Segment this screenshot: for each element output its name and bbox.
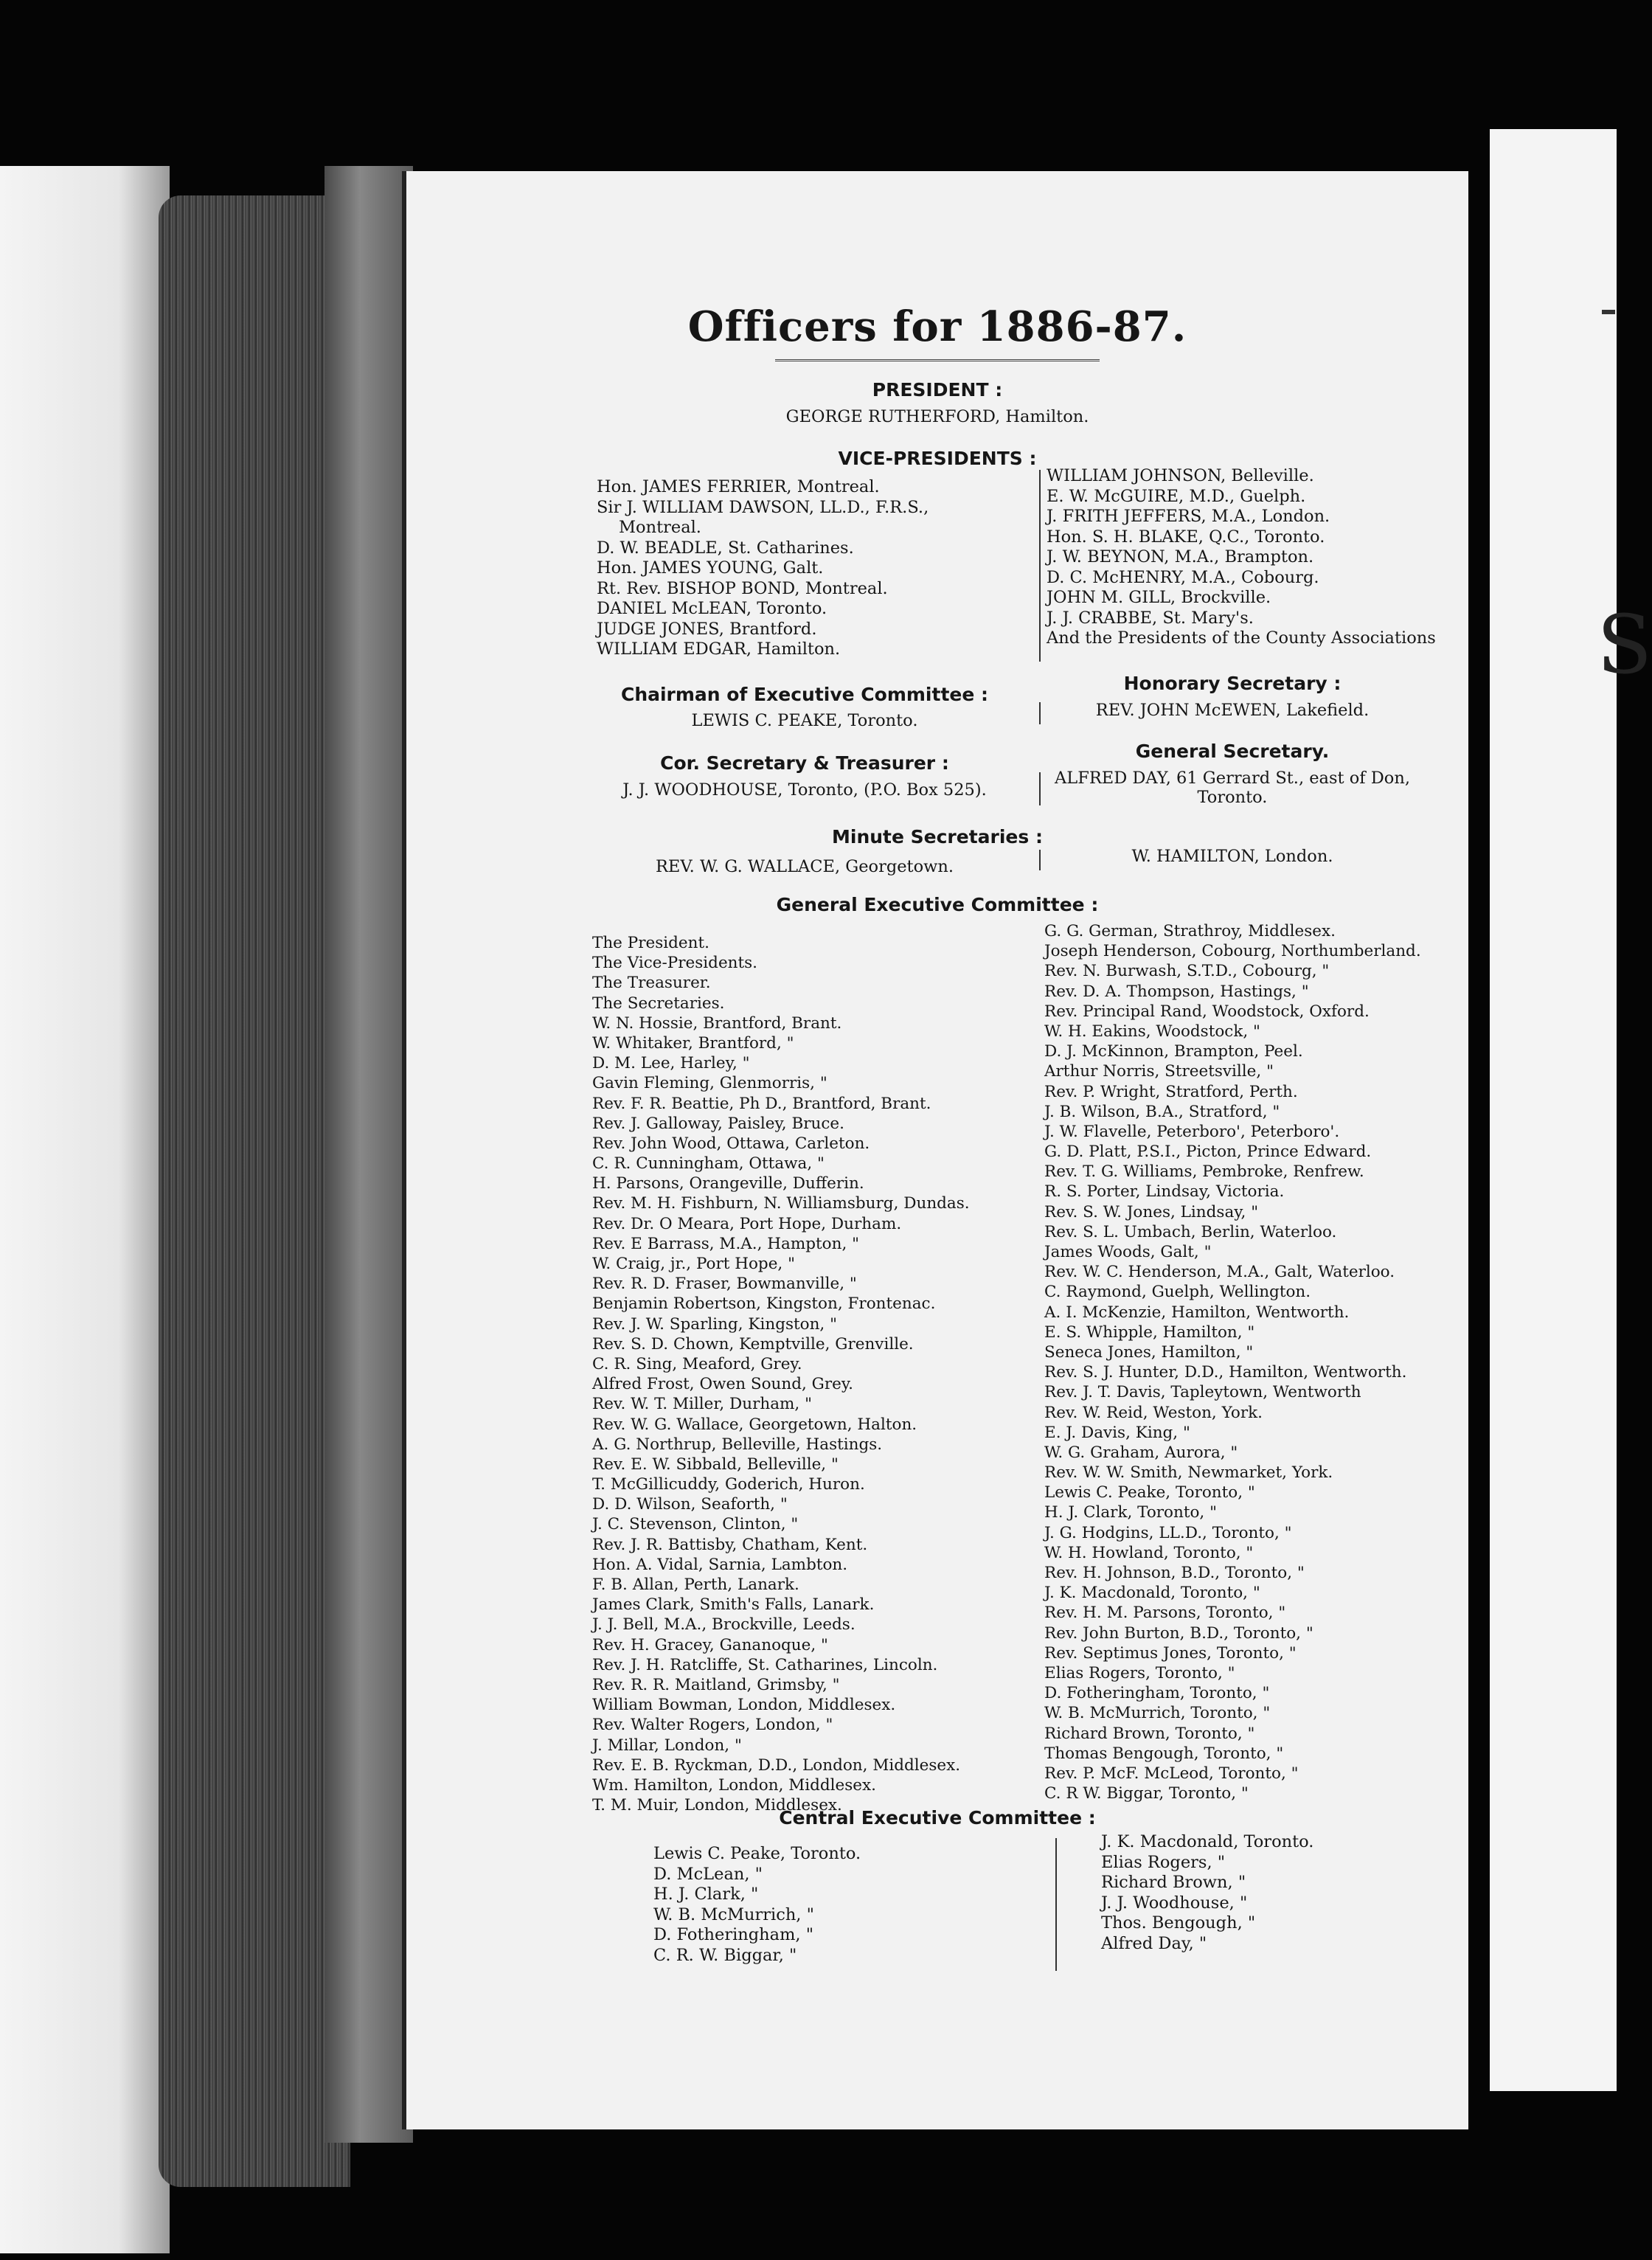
- committee-member-entry: C. Raymond, Guelph, Wellington.: [1044, 1283, 1311, 1302]
- committee-member-entry: Alfred Day, ": [1101, 1933, 1207, 1953]
- vice-presidents-left-column: [597, 477, 929, 660]
- committee-member-entry: A. I. McKenzie, Hamilton, Wentworth.: [1044, 1303, 1350, 1322]
- committee-member-entry: The President.: [592, 934, 709, 952]
- committee-member-entry: F. B. Allan, Perth, Lanark.: [592, 1576, 799, 1594]
- committee-member-entry: Rev. N. Burwash, S.T.D., Cobourg, ": [1044, 962, 1330, 981]
- committee-member-entry: W. G. Graham, Aurora, ": [1044, 1443, 1238, 1462]
- committee-member-entry: Rev. John Burton, B.D., Toronto, ": [1044, 1623, 1313, 1643]
- general-executive-heading: General Executive Committee :: [776, 894, 1099, 915]
- committee-member-entry: C. R. Cunningham, Ottawa, ": [592, 1154, 825, 1174]
- vice-president-entry: J. W. BEYNON, M.A., Brampton.: [1047, 547, 1314, 566]
- committee-member-entry: Rev. S. J. Hunter, D.D., Hamilton, Wentworth.: [1044, 1363, 1407, 1382]
- committee-member-entry: Richard Brown, Toronto, ": [1044, 1724, 1255, 1743]
- president-heading: PRESIDENT :: [872, 379, 1003, 401]
- committee-member-entry: C. R. Sing, Meaford, Grey.: [592, 1354, 802, 1373]
- committee-member-entry: Arthur Norris, Streetsville, ": [1044, 1062, 1274, 1081]
- committee-member-entry: J. W. Flavelle, Peterboro', Peterboro'.: [1044, 1122, 1340, 1141]
- vice-president-entry: JUDGE JONES, Brantford.: [597, 619, 817, 639]
- committee-member-entry: Rev. Walter Rogers, London, ": [592, 1716, 833, 1735]
- committee-member-entry: Rev. H. Johnson, B.D., Toronto, ": [1044, 1564, 1305, 1582]
- committee-member-entry: Rev. P. Wright, Stratford, Perth.: [1044, 1082, 1298, 1101]
- title-rule: [775, 359, 1100, 361]
- committee-member-entry: D. M. Lee, Harley, ": [592, 1054, 750, 1073]
- committee-member-entry: William Bowman, London, Middlesex.: [592, 1696, 896, 1715]
- committee-member-entry: D. Fotheringham, Toronto, ": [1044, 1684, 1270, 1703]
- committee-member-entry: T. McGillicuddy, Goderich, Huron.: [592, 1475, 865, 1494]
- committee-member-entry: Rev. P. McF. McLeod, Toronto, ": [1044, 1764, 1299, 1783]
- central-executive-right-column: [1101, 1832, 1313, 1954]
- committee-member-entry: Gavin Fleming, Glenmorris, ": [592, 1074, 827, 1093]
- honorary-secretary-heading: Honorary Secretary :: [1123, 673, 1342, 694]
- committee-member-entry: H. J. Clark, ": [653, 1885, 759, 1904]
- document-page: [402, 171, 1468, 2129]
- general-executive-left-column: [592, 933, 970, 1815]
- left-page-edge: [0, 166, 170, 2253]
- column-divider: [1039, 772, 1041, 805]
- cor-secretary-name: J. J. WOODHOUSE, Toronto, (P.O. Box 525).: [622, 780, 987, 800]
- committee-member-entry: Rev. M. H. Fishburn, N. Williamsburg, Dundas.: [592, 1194, 970, 1213]
- committee-member-entry: H. J. Clark, Toronto, ": [1044, 1503, 1217, 1522]
- committee-member-entry: Rev. Principal Rand, Woodstock, Oxford.: [1044, 1002, 1370, 1021]
- committee-member-entry: Elias Rogers, ": [1101, 1852, 1226, 1872]
- committee-member-entry: James Woods, Galt, ": [1044, 1243, 1212, 1261]
- committee-member-entry: R. S. Porter, Lindsay, Victoria.: [1044, 1182, 1285, 1202]
- vice-president-entry: Hon. S. H. BLAKE, Q.C., Toronto.: [1047, 527, 1325, 547]
- column-divider: [1039, 850, 1041, 870]
- committee-member-entry: Thos. Bengough, ": [1101, 1913, 1256, 1933]
- committee-member-entry: G. G. German, Strathroy, Middlesex.: [1044, 922, 1336, 940]
- vice-presidents-heading: VICE-PRESIDENTS :: [838, 448, 1037, 469]
- committee-member-entry: Lewis C. Peake, Toronto.: [653, 1844, 861, 1863]
- cor-secretary-heading: Cor. Secretary & Treasurer :: [660, 752, 949, 774]
- committee-member-entry: W. H. Eakins, Woodstock, ": [1044, 1022, 1260, 1041]
- committee-member-entry: C. R W. Biggar, Toronto, ": [1044, 1784, 1249, 1803]
- committee-member-entry: G. D. Platt, P.S.I., Picton, Prince Edward.: [1044, 1143, 1372, 1162]
- vice-president-entry: J. FRITH JEFFERS, M.A., London.: [1047, 507, 1330, 526]
- committee-member-entry: Rev. J. H. Ratcliffe, St. Catharines, Lincoln.: [592, 1655, 938, 1674]
- vice-president-entry: Hon. JAMES YOUNG, Galt.: [597, 558, 824, 578]
- vice-presidents-right-column: [1047, 466, 1436, 649]
- vice-president-entry: Hon. JAMES FERRIER, Montreal.: [597, 477, 880, 496]
- minute-secretary-right: W. HAMILTON, London.: [1131, 847, 1333, 866]
- committee-member-entry: Rev. E. B. Ryckman, D.D., London, Middlesex.: [592, 1755, 961, 1775]
- vice-president-entry: Montreal.: [619, 518, 701, 537]
- committee-member-entry: T. M. Muir, London, Middlesex.: [592, 1796, 842, 1815]
- vice-president-entry: J. J. CRABBE, St. Mary's.: [1047, 608, 1254, 628]
- committee-member-entry: E. S. Whipple, Hamilton, ": [1044, 1323, 1255, 1342]
- committee-member-entry: W. Whitaker, Brantford, ": [592, 1033, 794, 1053]
- committee-member-entry: The Secretaries.: [592, 994, 725, 1013]
- vice-president-entry: E. W. McGUIRE, M.D., Guelph.: [1047, 486, 1306, 506]
- president-name: GEORGE RUTHERFORD, Hamilton.: [785, 407, 1089, 426]
- committee-member-entry: Rev. D. A. Thompson, Hastings, ": [1044, 982, 1309, 1001]
- committee-member-entry: W. N. Hossie, Brantford, Brant.: [592, 1013, 842, 1033]
- committee-member-entry: Rev. W. C. Henderson, M.A., Galt, Waterloo.: [1044, 1263, 1395, 1282]
- committee-member-entry: Rev. John Wood, Ottawa, Carleton.: [592, 1134, 870, 1153]
- committee-member-entry: W. B. McMurrich, Toronto, ": [1044, 1704, 1271, 1723]
- minute-secretary-left: REV. W. G. WALLACE, Georgetown.: [655, 857, 954, 876]
- vice-president-entry: WILLIAM JOHNSON, Belleville.: [1047, 466, 1314, 485]
- committee-member-entry: Richard Brown, ": [1101, 1873, 1246, 1892]
- committee-member-entry: J. B. Wilson, B.A., Stratford, ": [1044, 1102, 1280, 1121]
- committee-member-entry: J. G. Hodgins, LL.D., Toronto, ": [1044, 1523, 1292, 1542]
- column-divider: [1039, 470, 1041, 662]
- committee-member-entry: J. K. Macdonald, Toronto, ": [1044, 1584, 1260, 1603]
- vice-president-entry: WILLIAM EDGAR, Hamilton.: [597, 639, 841, 659]
- committee-member-entry: Rev. S. L. Umbach, Berlin, Waterloo.: [1044, 1222, 1337, 1241]
- committee-member-entry: J. K. Macdonald, Toronto.: [1101, 1832, 1314, 1851]
- committee-member-entry: Rev. T. G. Williams, Pembroke, Renfrew.: [1044, 1162, 1364, 1182]
- committee-member-entry: Rev. J. W. Sparling, Kingston, ": [592, 1314, 837, 1334]
- committee-member-entry: Rev. S. W. Jones, Lindsay, ": [1044, 1202, 1259, 1221]
- chairman-heading: Chairman of Executive Committee :: [620, 684, 989, 705]
- central-executive-left-column: [653, 1844, 861, 1966]
- committee-member-entry: Rev. H. Gracey, Gananoque, ": [592, 1635, 828, 1654]
- committee-member-entry: Rev. Septimus Jones, Toronto, ": [1044, 1643, 1297, 1663]
- committee-member-entry: E. J. Davis, King, ": [1044, 1423, 1190, 1442]
- facing-page-letter: S: [1597, 597, 1652, 692]
- committee-member-entry: Rev. W. G. Wallace, Georgetown, Halton.: [592, 1415, 917, 1434]
- committee-member-entry: C. R. W. Biggar, ": [653, 1945, 797, 1965]
- committee-member-entry: W. B. McMurrich, ": [653, 1904, 814, 1924]
- committee-member-entry: Lewis C. Peake, Toronto, ": [1044, 1483, 1255, 1502]
- committee-member-entry: The Treasurer.: [592, 974, 711, 993]
- committee-member-entry: Rev. W. T. Miller, Durham, ": [592, 1395, 812, 1414]
- column-divider: [1039, 702, 1041, 724]
- committee-member-entry: Rev. J. R. Battisby, Chatham, Kent.: [592, 1535, 868, 1554]
- committee-member-entry: Rev. R. R. Maitland, Grimsby, ": [592, 1675, 840, 1694]
- facing-page-sliver: [1490, 129, 1617, 2091]
- committee-member-entry: J. C. Stevenson, Clinton, ": [592, 1515, 799, 1534]
- central-executive-heading: Central Executive Committee :: [779, 1807, 1096, 1829]
- committee-member-entry: Benjamin Robertson, Kingston, Frontenac.: [592, 1294, 936, 1314]
- inner-cover-board: [324, 166, 413, 2143]
- committee-member-entry: Hon. A. Vidal, Sarnia, Lambton.: [592, 1555, 848, 1574]
- committee-member-entry: D. J. McKinnon, Brampton, Peel.: [1044, 1042, 1303, 1061]
- committee-member-entry: Wm. Hamilton, London, Middlesex.: [592, 1775, 876, 1795]
- committee-member-entry: Rev. R. D. Fraser, Bowmanville, ": [592, 1275, 857, 1294]
- vice-president-entry: Rt. Rev. BISHOP BOND, Montreal.: [597, 578, 888, 598]
- committee-member-entry: Rev. F. R. Beattie, Ph D., Brantford, Brant.: [592, 1094, 931, 1113]
- committee-member-entry: Joseph Henderson, Cobourg, Northumberland.: [1044, 942, 1421, 961]
- committee-member-entry: Rev. J. Galloway, Paisley, Bruce.: [592, 1114, 844, 1133]
- committee-member-entry: Elias Rogers, Toronto, ": [1044, 1663, 1235, 1682]
- general-executive-right-column: [1044, 921, 1421, 1803]
- committee-member-entry: Seneca Jones, Hamilton, ": [1044, 1342, 1254, 1362]
- chairman-name: LEWIS C. PEAKE, Toronto.: [691, 711, 918, 730]
- committee-member-entry: Rev. H. M. Parsons, Toronto, ": [1044, 1604, 1286, 1623]
- committee-member-entry: Rev. W. Reid, Weston, York.: [1044, 1403, 1263, 1422]
- committee-member-entry: Rev. S. D. Chown, Kemptville, Grenville.: [592, 1334, 914, 1353]
- committee-member-entry: H. Parsons, Orangeville, Dufferin.: [592, 1174, 864, 1193]
- general-secretary-name: ALFRED DAY, 61 Gerrard St., east of Don,: [1055, 769, 1410, 788]
- committee-member-entry: W. Craig, jr., Port Hope, ": [592, 1255, 795, 1273]
- committee-member-entry: Rev. Dr. O Meara, Port Hope, Durham.: [592, 1214, 902, 1233]
- committee-member-entry: J. J. Bell, M.A., Brockville, Leeds.: [592, 1615, 856, 1635]
- committee-member-entry: D. Fotheringham, ": [653, 1925, 814, 1944]
- committee-member-entry: Alfred Frost, Owen Sound, Grey.: [592, 1375, 853, 1394]
- committee-member-entry: Rev. E Barrass, M.A., Hampton, ": [592, 1234, 860, 1253]
- committee-member-entry: J. J. Woodhouse, ": [1101, 1893, 1248, 1913]
- committee-member-entry: D. D. Wilson, Seaforth, ": [592, 1495, 788, 1514]
- facing-page-mark: [1602, 310, 1615, 314]
- committee-member-entry: Rev. J. T. Davis, Tapleytown, Wentworth: [1044, 1383, 1361, 1402]
- committee-member-entry: J. Millar, London, ": [592, 1736, 742, 1755]
- vice-president-entry: And the Presidents of the County Associations: [1047, 628, 1436, 648]
- general-secretary-city: Toronto.: [1197, 788, 1268, 807]
- general-secretary-heading: General Secretary.: [1135, 741, 1330, 762]
- committee-member-entry: W. H. Howland, Toronto, ": [1044, 1543, 1254, 1562]
- committee-member-entry: A. G. Northrup, Belleville, Hastings.: [592, 1435, 883, 1454]
- committee-member-entry: Rev. E. W. Sibbald, Belleville, ": [592, 1455, 839, 1474]
- committee-member-entry: Rev. W. W. Smith, Newmarket, York.: [1044, 1463, 1333, 1483]
- page-title: Officers for 1886-87.: [687, 302, 1187, 351]
- committee-member-entry: D. McLean, ": [653, 1864, 763, 1884]
- vice-president-entry: D. C. McHENRY, M.A., Cobourg.: [1047, 567, 1319, 587]
- committee-member-entry: The Vice-Presidents.: [592, 954, 758, 973]
- minute-secretaries-heading: Minute Secretaries :: [832, 826, 1043, 848]
- vice-president-entry: JOHN M. GILL, Brockville.: [1047, 588, 1271, 607]
- column-divider: [1055, 1838, 1057, 1971]
- vice-president-entry: DANIEL McLEAN, Toronto.: [597, 599, 827, 618]
- book-page-edges: [159, 195, 350, 2187]
- committee-member-entry: James Clark, Smith's Falls, Lanark.: [592, 1595, 875, 1615]
- vice-president-entry: D. W. BEADLE, St. Catharines.: [597, 538, 854, 558]
- vice-president-entry: Sir J. WILLIAM DAWSON, LL.D., F.R.S.,: [597, 497, 929, 517]
- committee-member-entry: Thomas Bengough, Toronto, ": [1044, 1744, 1284, 1763]
- honorary-secretary-name: REV. JOHN McEWEN, Lakefield.: [1095, 701, 1370, 720]
